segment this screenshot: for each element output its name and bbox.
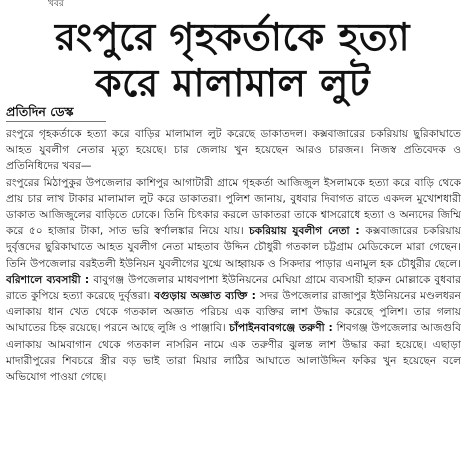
paragraph-bogura: সদর উপজেলার রাজাপুর ইউনিয়নের মণ্ডলধরন এলাকায় ধান খেত থেকে গতকাল অজ্ঞাত পরিচয় এক ব্যক্তির লাশ উদ্ধার করেছে পুলিশ। তার গলায় আঘাতের চিহ্ন রয়েছে। পরনে আছে লুঙ্গি ও পাঞ্জাবি। xyxy=(6,290,461,335)
headline-line-1: রংপুরে গৃহকর্তাকে হত্যা xyxy=(54,15,411,59)
headline xyxy=(0,14,465,106)
top-strip-text: খবর xyxy=(48,0,64,8)
paragraph-barishal: বাবুগঞ্জ উপজেলার মাধবপাশা ইউনিয়নের মেঘিয়া গ্রামে ব্যবসায়ী হারুন মোল্লাকে বুধবার রাতে কুপিয়ে হত্যা করেছে দুর্বৃত্তরা। xyxy=(6,273,461,303)
paragraph-rangpur: রংপুরের মিঠাপুকুর উপজেলার কাশিপুর আগাটারী গ্রামে গৃহকর্তা আজিজুল ইসলামকে হত্যা করে বাড়ি থেকে প্রায় চার লাখ টাকার মালামাল লুট করে ডাকাতরা। পুলিশ জানায়, বুধবার দিবাগত রাতে একদল মুখোশধারী ডাকাত আজিজুলের বাড়িতে ঢোকে। তিনি চিৎকার করলে ডাকাতরা তাকে শ্বাসরোধে হত্যা ও অন্যদের জিম্মি করে ৫০ হাজার টাকা, সাত ভরি স্বর্ণালঙ্কার নিয়ে যায়। xyxy=(6,176,461,238)
paragraph-main xyxy=(6,175,461,386)
byline: প্রতিদিন ডেস্ক xyxy=(6,104,74,119)
subhead-bogura: বগুড়ায় অজ্ঞাত ব্যক্তি : xyxy=(154,290,261,303)
subhead-barishal: বরিশালে ব্যবসায়ী : xyxy=(6,273,94,286)
paragraph-intro: রংপুরে গৃহকর্তাকে হত্যা করে বাড়ির মালামাল লুট করেছে ডাকাতদল। কক্সবাজারের চকরিয়ায় ছুরিকাঘাতে আহত যুবলীগ নেতার মৃত্যু হয়েছে। চার জেলায় খুন হয়েছেন আরও চারজন। নিজস্ব প্রতিবেদক ও প্রতিনিধিদের খবর— xyxy=(6,128,461,173)
headline-line-2: করে মালামাল লুট xyxy=(94,61,371,105)
subhead-chapainawabganj: চাঁপাইনবাবগঞ্জে তরুণী : xyxy=(229,322,337,335)
article-body xyxy=(6,126,461,456)
paragraph-chapainawabganj: শিবগঞ্জ উপজেলার আজগুবি এলাকায় আমবাগান থেকে গতকাল নাসরিন নামে এক তরুণীর ঝুলন্ত লাশ উদ্ধার করা হয়েছে। এছাড়া মাদারীপুরের শিবচরে স্ত্রীর বড় ভাই তারা মিয়ার লাঠির আঘাতে আলাউদ্দিন ফকির খুন হয়েছেন বলে অভিযোগ পাওয়া গেছে। xyxy=(6,322,461,384)
byline-underline xyxy=(6,121,106,122)
paragraph-chakaria: কক্সবাজারের চকরিয়ায় দুর্বৃত্তদের ছুরিকাঘাতে আহত যুবলীগ নেতা মাহতাব উদ্দিন চৌধুরী গতকাল চট্টগ্রাম মেডিকেলে মারা গেছেন। তিনি উপজেলার বরইতলী ইউনিয়ন যুবলীগের যুগ্মে আহ্বায়ক ও সিকদার পাড়ার এনামুল হক চৌধুরীর ছেলে। xyxy=(6,225,461,270)
subhead-chakaria: চকরিয়ায় যুবলীগ নেতা : xyxy=(249,225,366,238)
